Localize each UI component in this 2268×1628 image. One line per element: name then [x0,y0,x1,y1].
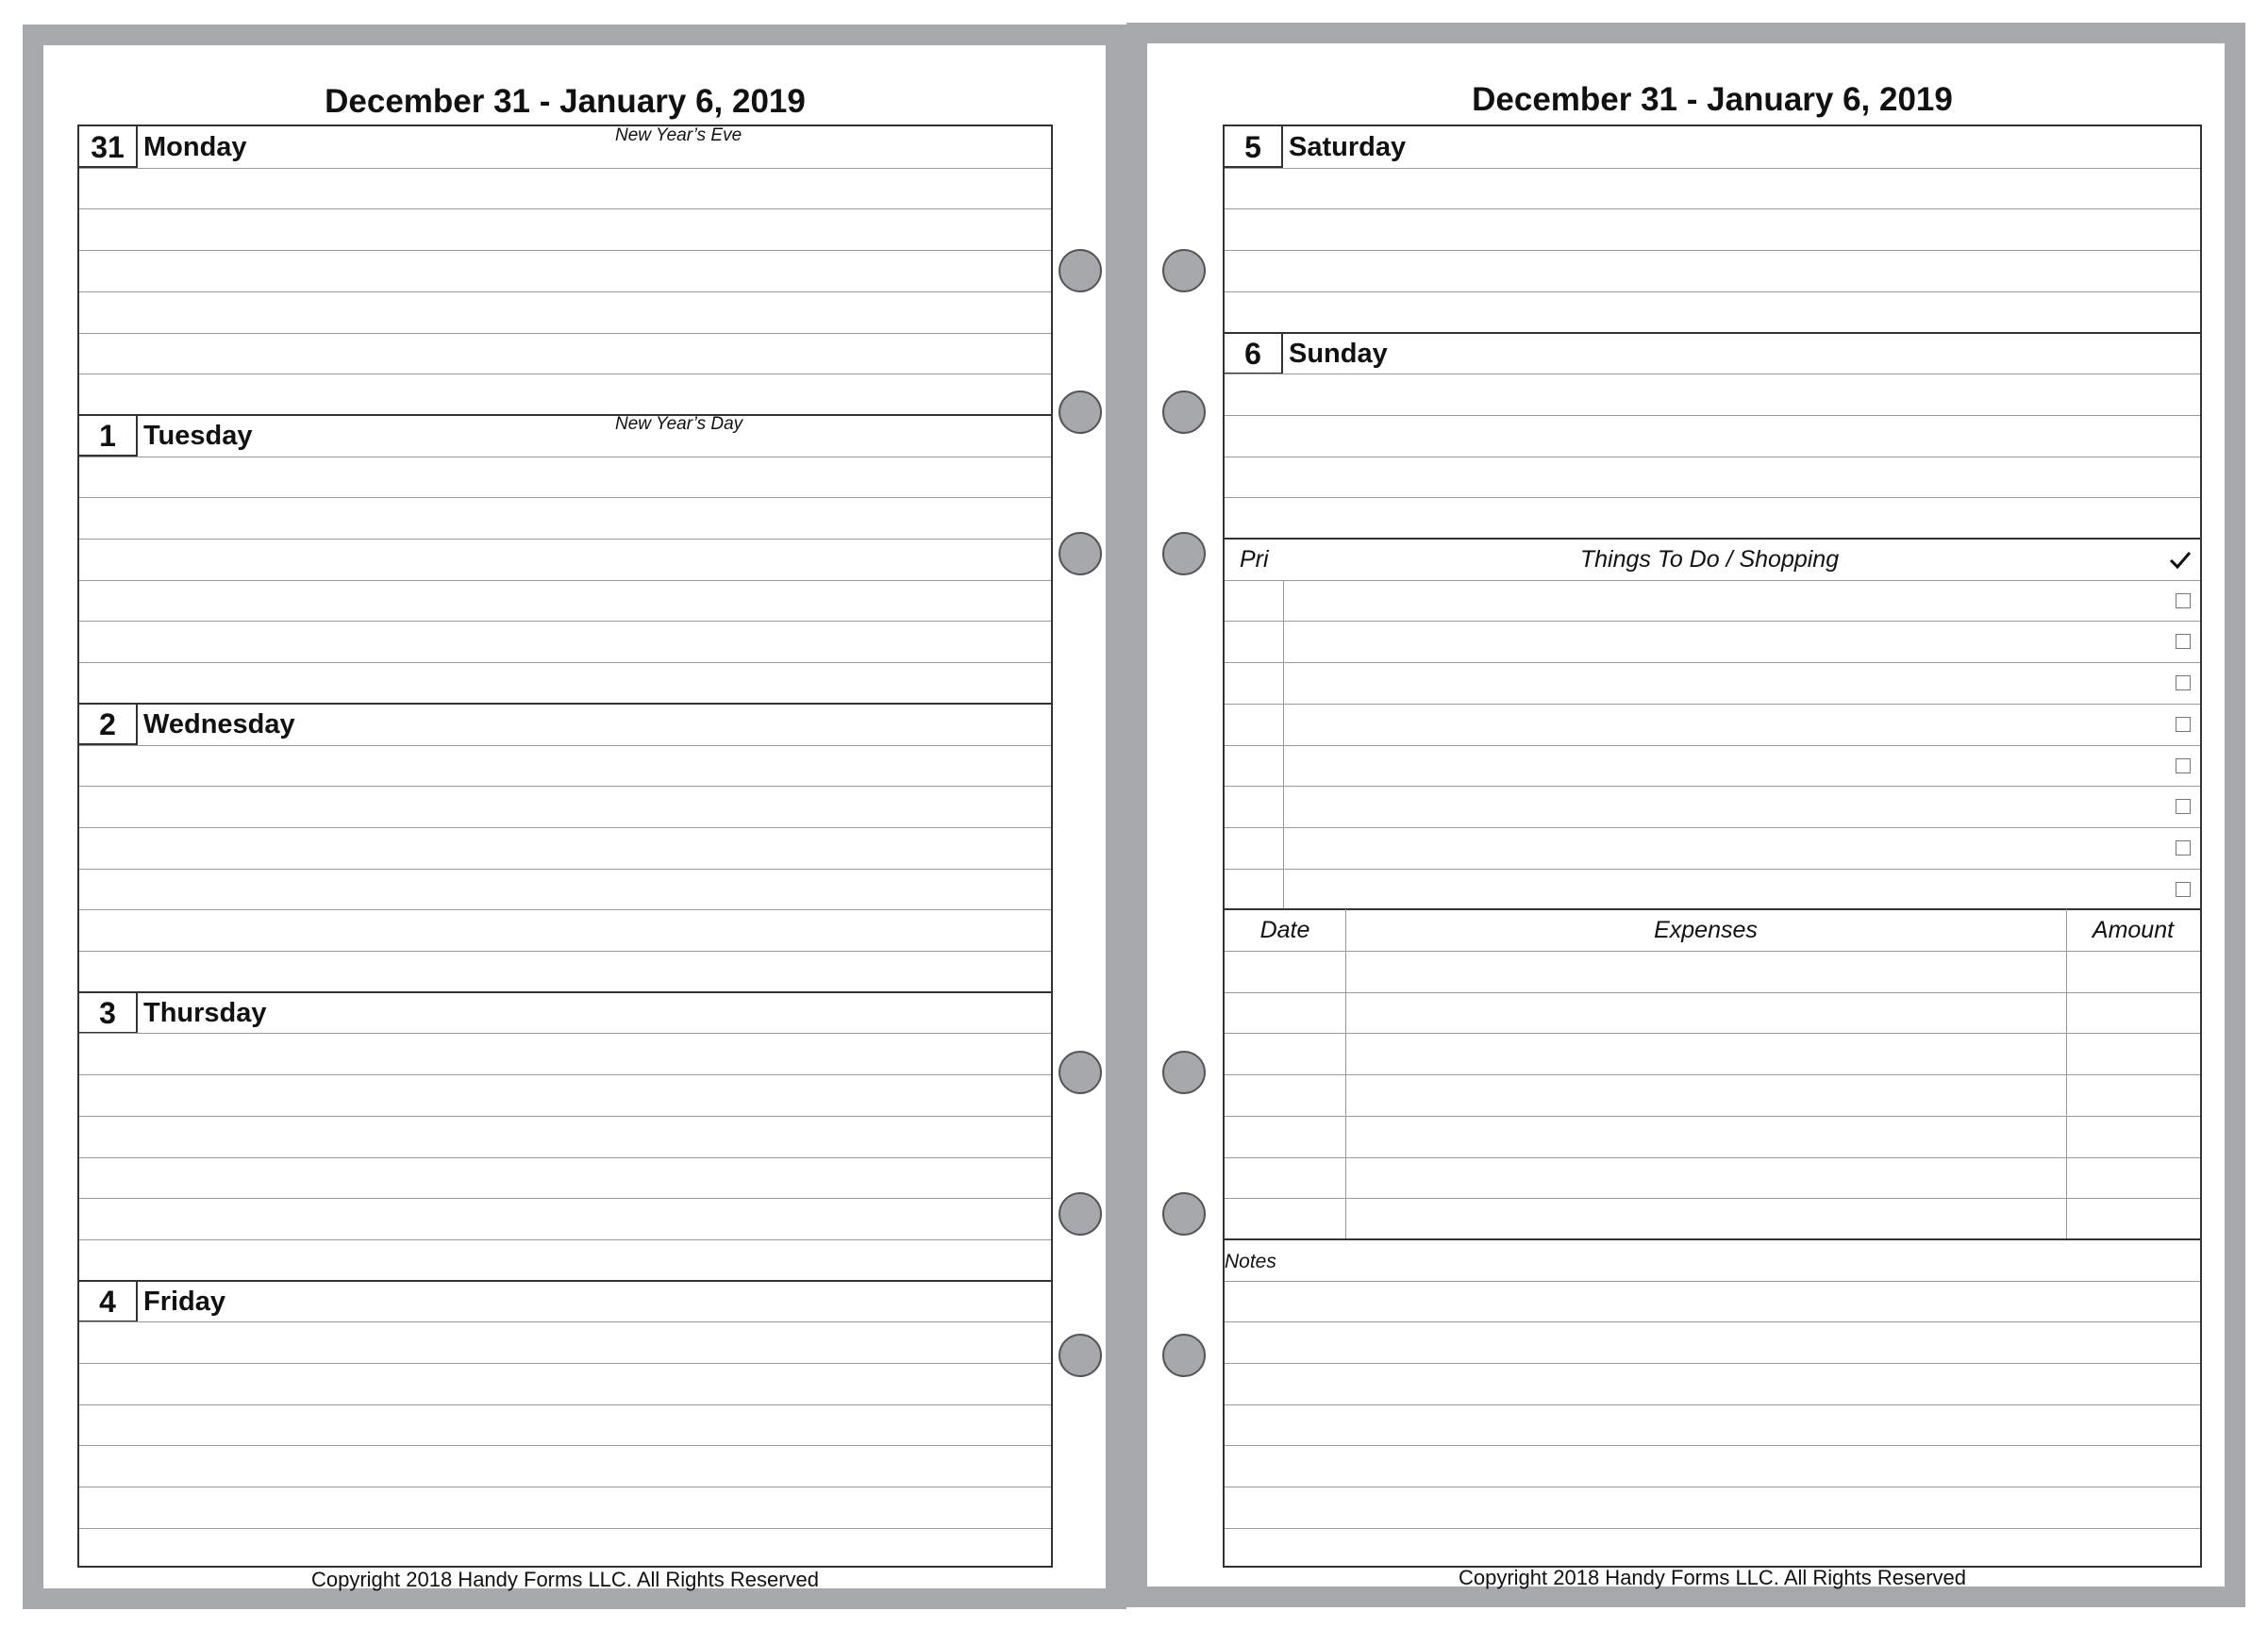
holiday-label: New Year’s Day [615,413,743,434]
weekend-grid [1223,125,2202,1568]
checkbox-icon[interactable] [2176,882,2191,897]
todo-row-line[interactable] [1225,704,2200,705]
day-name: Monday [143,132,247,162]
binder-hole [1162,249,1206,292]
notes-separator [1225,1238,2200,1240]
copyright-left: Copyright 2018 Handy Forms LLC. All Rights Reserved [310,1568,820,1591]
expense-row-line[interactable] [1225,1198,2200,1199]
day-number: 2 [79,704,138,745]
notes-line[interactable] [1225,1445,2200,1446]
day-name: Wednesday [143,708,295,739]
binder-hole [1059,249,1102,292]
day-number: 31 [79,126,138,168]
writing-line[interactable] [79,786,1051,787]
notes-line[interactable] [1225,1363,2200,1364]
checkbox-icon[interactable] [2176,840,2191,856]
notes-line[interactable] [1225,1404,2200,1405]
writing-line[interactable] [79,1116,1051,1117]
expense-row-line[interactable] [1225,1074,2200,1075]
day-number: 4 [79,1281,138,1322]
day-name: Sunday [1289,338,1388,369]
todo-row-line[interactable] [1225,621,2200,622]
writing-line[interactable] [79,745,1051,746]
priority-header: Pri [1240,546,1269,573]
writing-line[interactable] [79,1528,1051,1529]
writing-line[interactable] [1225,291,2200,292]
writing-line[interactable] [1225,415,2200,416]
todo-row-line[interactable] [1225,745,2200,746]
writing-line[interactable] [79,869,1051,870]
binder-hole [1059,390,1102,434]
notes-label: Notes [1225,1250,1276,1272]
binder-hole [1162,1334,1206,1377]
notes-line[interactable] [1225,1281,2200,1282]
writing-line[interactable] [79,1157,1051,1158]
writing-line[interactable] [79,621,1051,622]
expense-row-line[interactable] [1225,951,2200,952]
expenses-amount-header: Amount [2092,917,2175,944]
todo-row-line[interactable] [1225,786,2200,787]
checkbox-icon[interactable] [2176,593,2191,608]
binder-hole [1059,1192,1102,1236]
writing-line[interactable] [1225,250,2200,251]
checkbox-icon[interactable] [2176,634,2191,649]
writing-line[interactable] [79,497,1051,498]
day-name: Thursday [143,997,267,1028]
binder-hole [1059,1334,1102,1377]
expense-row-line[interactable] [1225,1116,2200,1117]
day-number: 3 [79,992,138,1034]
todo-row-line[interactable] [1225,662,2200,663]
day-name: Friday [143,1286,226,1317]
writing-line[interactable] [79,291,1051,292]
binder-hole [1162,1051,1206,1094]
writing-line[interactable] [1225,497,2200,498]
writing-line[interactable] [79,1363,1051,1364]
day-number: 6 [1225,333,1283,374]
binder-hole [1162,532,1206,575]
binder-hole [1162,390,1206,434]
planner-page-right [1126,23,2245,1607]
expenses-date-header: Date [1259,917,1310,944]
todo-title: Things To Do / Shopping [1579,546,1840,573]
checkmark-icon [2168,548,2193,573]
writing-line[interactable] [79,1074,1051,1075]
planner-page-left [23,25,1126,1609]
writing-line[interactable] [79,1321,1051,1322]
todo-row-line[interactable] [1225,827,2200,828]
expense-row-line[interactable] [1225,992,2200,993]
writing-line[interactable] [79,539,1051,540]
page-title-left: December 31 - January 6, 2019 [325,83,806,120]
binder-hole [1059,1051,1102,1094]
writing-line[interactable] [79,333,1051,334]
writing-line[interactable] [79,662,1051,663]
writing-line[interactable] [79,1404,1051,1405]
page-title-right: December 31 - January 6, 2019 [1472,81,1953,118]
writing-line[interactable] [79,208,1051,209]
expenses-header: Expenses [1654,917,1758,944]
holiday-label: New Year’s Eve [615,125,742,145]
day-number: 5 [1225,126,1283,168]
checkbox-icon[interactable] [2176,799,2191,814]
copyright-right: Copyright 2018 Handy Forms LLC. All Rights Reserved [1458,1566,1967,1589]
checkbox-icon[interactable] [2176,717,2191,732]
expense-row-line[interactable] [1225,1033,2200,1034]
writing-line[interactable] [79,951,1051,952]
writing-line[interactable] [79,580,1051,581]
expense-row-line[interactable] [1225,1157,2200,1158]
day-name: Saturday [1289,132,1407,162]
notes-line[interactable] [1225,1321,2200,1322]
todo-row-line[interactable] [1225,869,2200,870]
writing-line[interactable] [1225,208,2200,209]
notes-line[interactable] [1225,1528,2200,1529]
day-number: 1 [79,415,138,457]
writing-line[interactable] [79,168,1051,169]
checkbox-icon[interactable] [2176,675,2191,690]
writing-line[interactable] [1225,168,2200,169]
writing-line[interactable] [79,1445,1051,1446]
day-name: Tuesday [143,420,253,451]
writing-line[interactable] [79,909,1051,910]
todo-row-line[interactable] [1225,580,2200,581]
weekday-grid [77,125,1053,1568]
writing-line[interactable] [79,250,1051,251]
binder-hole [1059,532,1102,575]
checkbox-icon[interactable] [2176,758,2191,773]
writing-line[interactable] [79,827,1051,828]
binder-hole [1162,1192,1206,1236]
writing-line[interactable] [79,1239,1051,1240]
writing-line[interactable] [79,1033,1051,1034]
writing-line[interactable] [79,1198,1051,1199]
